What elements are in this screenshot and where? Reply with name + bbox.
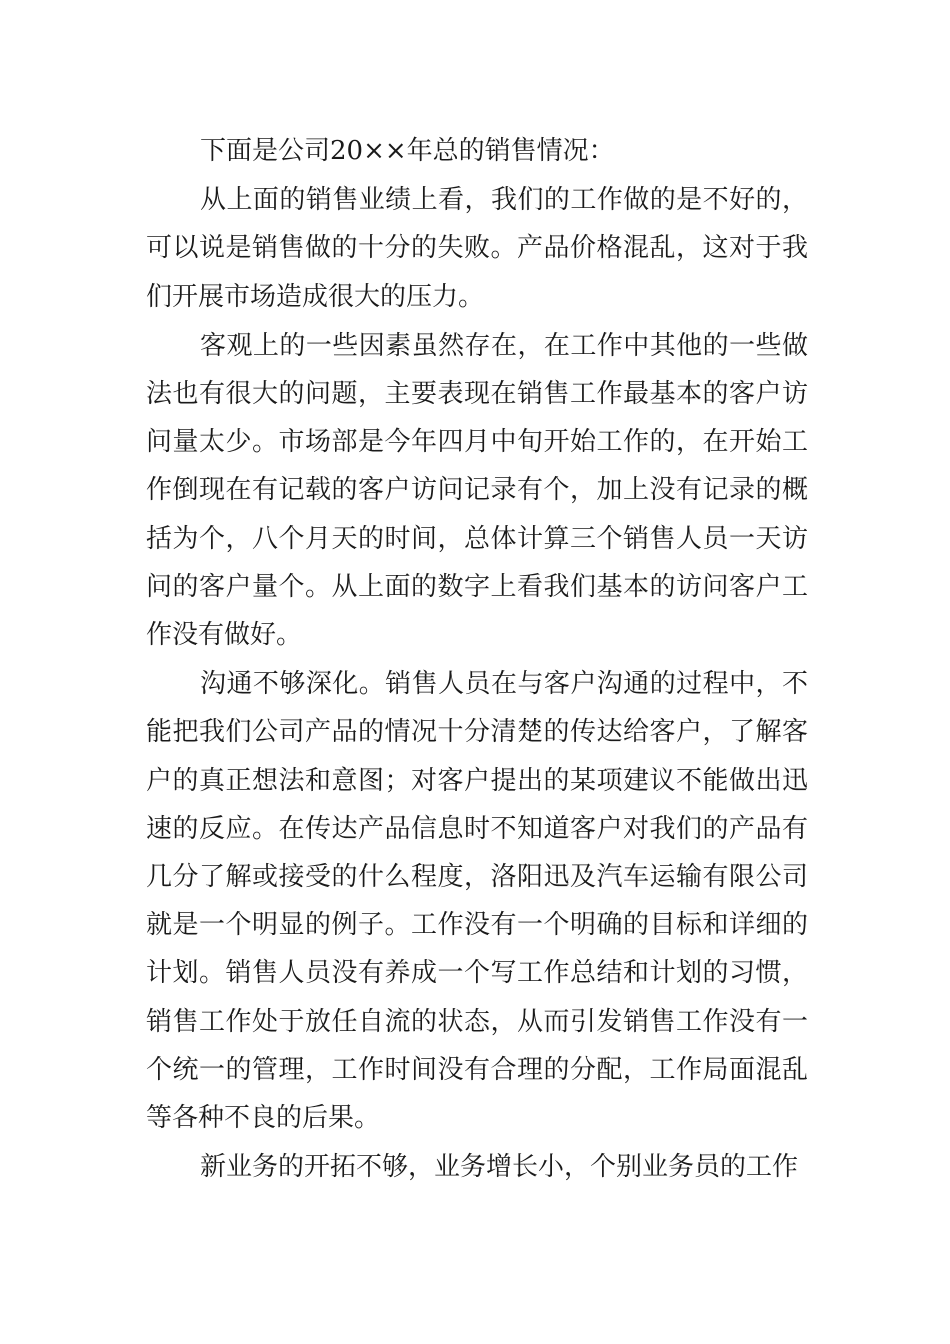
paragraph-customer-visits: 客观上的一些因素虽然存在，在工作中其他的一些做法也有很大的问题，主要表现在销售工作最基本的客户访问量太少。市场部是今年四月中旬开始工作的，在开始工作倒现在有记载的客户访问记录有个，加上没有记录的概括为个，八个月天的时间，总体计算三个销售人员一天访问的客户量个。从上面的数字上看我们基本的访问客户工作没有做好。: [146, 330, 808, 651]
paragraph-new-business: 新业务的开拓不够，业务增长小，个别业务员的工作: [200, 1152, 799, 1183]
paragraph-sales-performance: 从上面的销售业绩上看，我们的工作做的是不好的，可以说是销售做的十分的失败。产品价格混乱，这对于我们开展市场造成很大的压力。: [146, 185, 808, 312]
document-body: [146, 127, 808, 1192]
paragraph-sales-intro: 下面是公司20××年总的销售情况：: [200, 136, 615, 166]
paragraph-communication: 沟通不够深化。销售人员在与客户沟通的过程中，不能把我们公司产品的情况十分清楚的传达给客户，了解客户的真正想法和意图；对客户提出的某项建议不能做出迅速的反应。在传达产品信息时不知道客户对我们的产品有几分了解或接受的什么程度，洛阳迅及汽车运输有限公司就是一个明显的例子。工作没有一个明确的目标和详细的计划。销售人员没有养成一个写工作总结和计划的习惯，销售工作处于放任自流的状态，从而引发销售工作没有一个统一的管理，工作时间没有合理的分配，工作局面混乱等各种不良的后果。: [146, 669, 808, 1134]
